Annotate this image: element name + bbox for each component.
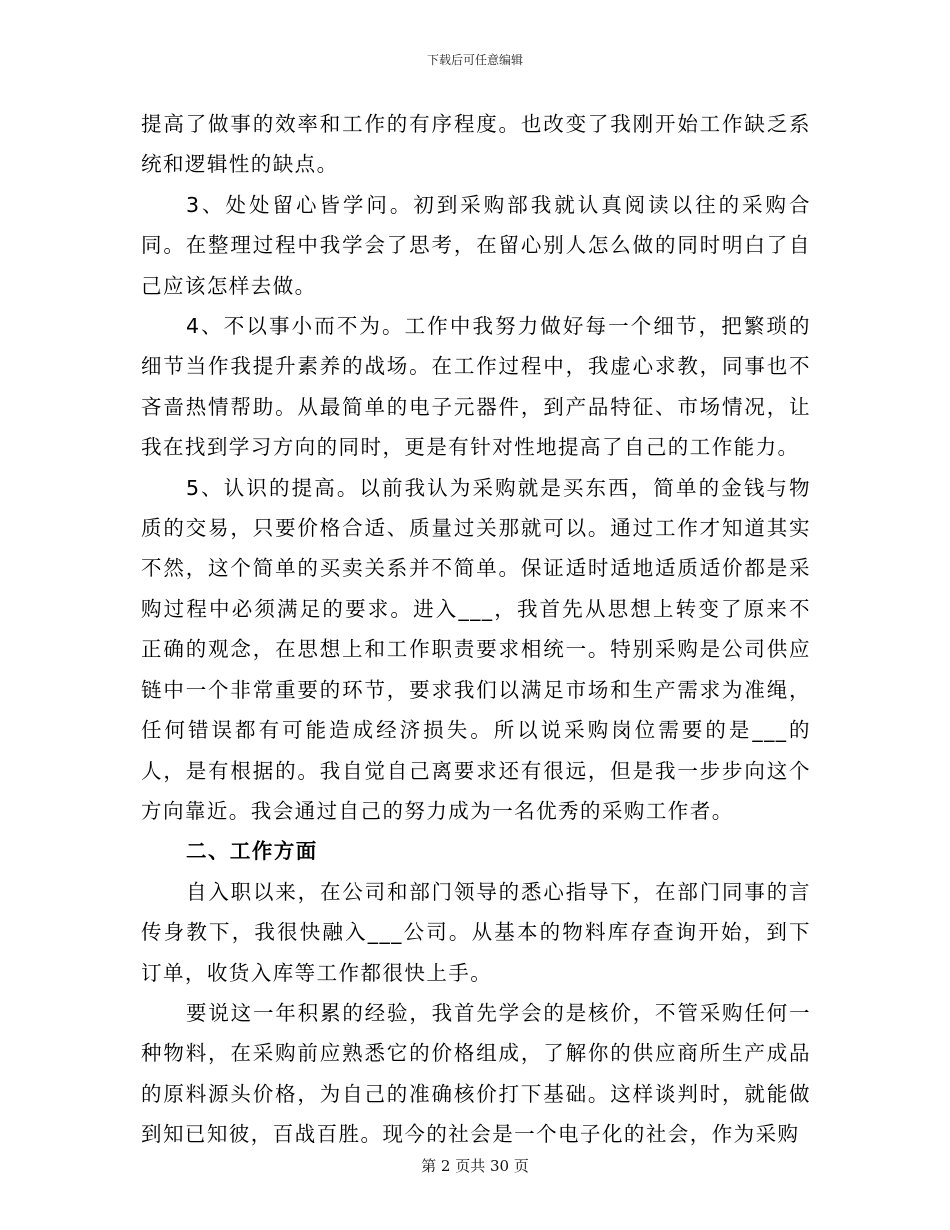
paragraph-work-intro: 自入职以来，在公司和部门领导的悉心指导下，在部门同事的言传身教下，我很快融入___公司。从基本的物料库存查询开始，到下订单，收货入库等工作都很快上手。 — [141, 879, 811, 985]
page-footer: 第 2 页共 30 页 — [421, 1157, 529, 1175]
section-heading: 二、工作方面 — [186, 839, 318, 864]
paragraph-work-experience: 要说这一年积累的经验，我首先学会的是核价，不管采购任何一种物料，在采购前应熟悉它的价格组成，了解你的供应商所生产成品的原料源头价格，为自己的准确核价打下基础。这样谈判时，就能做到知已知彼，百战百胜。现今的社会是一个电子化的社会，作为采购 — [141, 1000, 811, 1147]
document-body — [141, 104, 811, 1155]
paragraph-continuation: 提高了做事的效率和工作的有序程度。也改变了我刚开始工作缺乏系统和逻辑性的缺点。 — [141, 112, 811, 177]
paragraph-item-3: 3、处处留心皆学问。初到采购部我就认真阅读以往的采购合同。在整理过程中我学会了思考，在留心别人怎么做的同时明白了自己应该怎样去做。 — [141, 192, 811, 298]
page-header: 下载后可任意编辑 — [426, 53, 523, 67]
paragraph-item-4: 4、不以事小而不为。工作中我努力做好每一个细节，把繁琐的细节当作我提升素养的战场。在工作过程中，我虚心求教，同事也不吝啬热情帮助。从最简单的电子元器件，到产品特征、市场情况，让我在找到学习方向的同时，更是有针对性地提高了自己的工作能力。 — [141, 314, 811, 460]
paragraph-item-5: 5、认识的提高。以前我认为采购就是买东西，简单的金钱与物质的交易，只要价格合适、质量过关那就可以。通过工作才知道其实不然，这个简单的买卖关系并不简单。保证适时适地适质适价都是采购过程中必须满足的要求。进入___，我首先从思想上转变了原来不正确的观念，在思想上和工作职责要求相统一。特别采购是公司供应链中一个非常重要的环节，要求我们以满足市场和生产需求为准绳，任何错误都有可能造成经济损失。所以说采购岗位需要的是___的人，是有根据的。我自觉自己离要求还有很远，但是我一步步向这个方向靠近。我会通过自己的努力成为一名优秀的采购工作者。 — [141, 475, 811, 823]
